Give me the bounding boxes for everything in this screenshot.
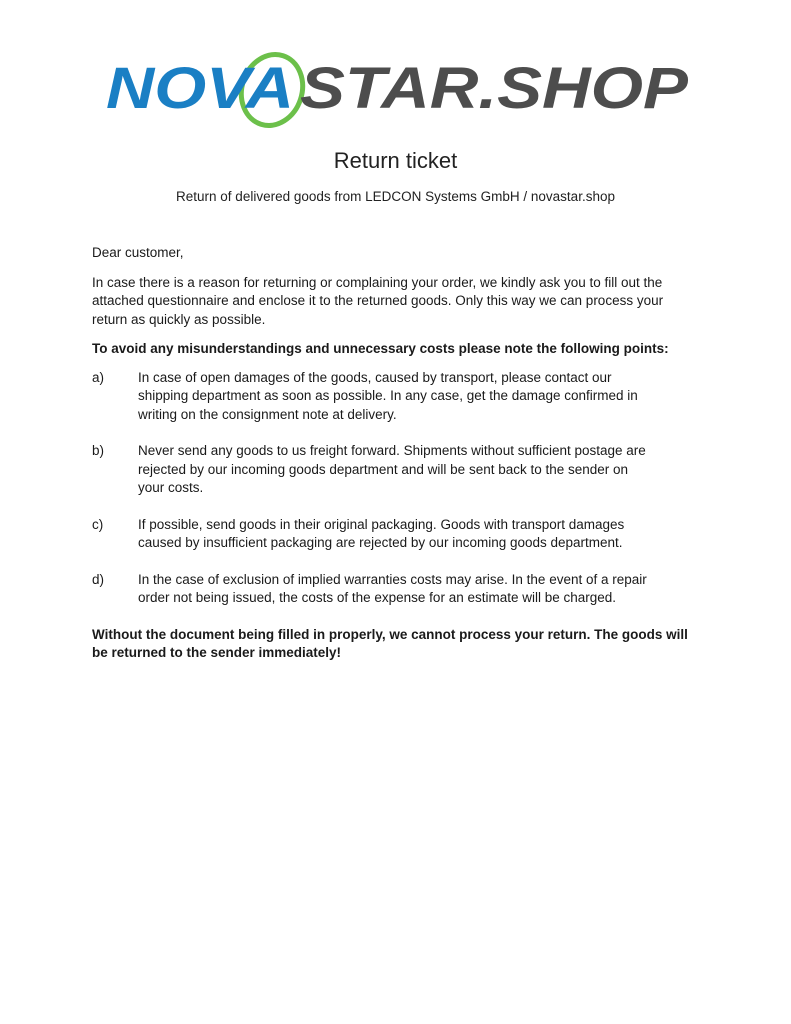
point-b — [92, 442, 702, 498]
intro-paragraph: In case there is a reason for returning or complaining your order, we kindly ask you to fill out the attached questionnaire and enclose it to the returned goods. Only this way we can process your return as quickly as possible. — [92, 274, 664, 327]
letter-body — [92, 244, 702, 663]
point-letter: d) — [92, 571, 105, 587]
point-text: If possible, send goods in their original packaging. Goods with transport damages caused by insufficient packaging are rejected by our incoming goods department. — [138, 516, 625, 550]
point-text: In the case of exclusion of implied warranties costs may arise. In the event of a repair order not being issued, the costs of the expense for an estimate will be charged. — [138, 571, 647, 605]
logo-graphic — [104, 52, 694, 132]
point-letter: c) — [92, 516, 104, 532]
greeting: Dear customer, — [92, 245, 184, 260]
point-text: In case of open damages of the goods, caused by transport, please contact our shipping department as soon as possible. In any case, get the damage confirmed in writing on the consignment note at delivery. — [138, 369, 638, 422]
footer-warning: Without the document being filled in properly, we cannot process your return. The goods will be returned to the sender immediately! — [92, 626, 688, 660]
novastar-logo — [104, 52, 694, 132]
point-letter: b) — [92, 443, 105, 458]
point-c — [92, 516, 702, 553]
page-title: Return ticket — [333, 148, 458, 173]
point-letter: a) — [92, 369, 105, 385]
page-subtitle: Return of delivered goods from LEDCON Systems GmbH / novastar.shop — [176, 189, 615, 204]
logo-text-starshop: STAR.SHOP — [300, 56, 689, 121]
point-a — [92, 369, 702, 425]
point-d — [92, 571, 702, 608]
point-text: Never send any goods to us freight forward. Shipments without sufficient postage are rejected by our incoming goods department and will be sent back to the sender on your costs. — [138, 443, 646, 495]
logo-text-nova: NOVA — [106, 56, 294, 121]
points-heading: To avoid any misunderstandings and unnecessary costs please note the following points: — [92, 341, 669, 356]
